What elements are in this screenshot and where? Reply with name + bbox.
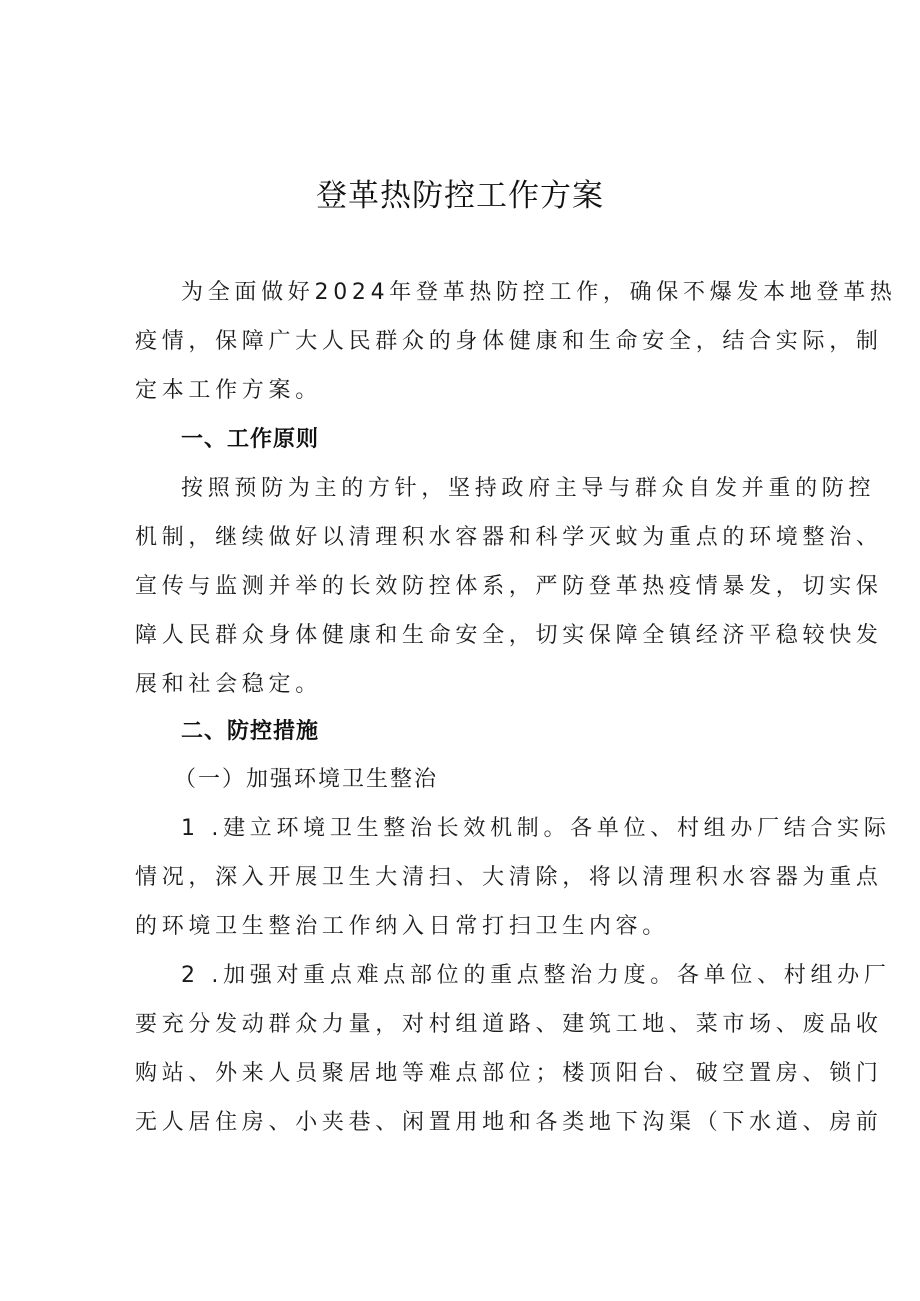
paragraph-line: 2 .加强对重点难点部位的重点整治力度。各单位、村组办厂 [181,963,891,988]
paragraph-line: 要充分发动群众力量，对村组道路、建筑工地、菜市场、废品收 [135,1012,883,1037]
paragraph-line: 按照预防为主的方针，坚持政府主导与群众自发并重的防控 [181,476,876,501]
intro-line: 为全面做好2024年登革热防控工作，确保不爆发本地登革热 [181,280,897,305]
paragraph-line: 宣传与监测并举的长效防控体系，严防登革热疫情暴发，切实保 [135,574,883,599]
paragraph-line: 无人居住房、小夹巷、闲置用地和各类地下沟渠（下水道、房前 [135,1110,883,1135]
section-heading: 一、工作原则 [181,427,320,452]
document-title: 登革热防控工作方案 [316,178,604,214]
paragraph-line: 购站、外来人员聚居地等难点部位；楼顶阳台、破空置房、锁门 [135,1061,883,1086]
paragraph-line: 障人民群众身体健康和生命安全，切实保障全镇经济平稳较快发 [135,623,883,648]
paragraph-line: 机制，继续做好以清理积水容器和科学灭蚊为重点的环境整治、 [135,525,883,550]
intro-line: 疫情，保障广大人民群众的身体健康和生命安全，结合实际，制 [135,329,883,354]
intro-line: 定本工作方案。 [135,378,322,403]
paragraph-line: 的环境卫生整治工作纳入日常打扫卫生内容。 [135,914,670,939]
section-heading: 二、防控措施 [181,719,320,744]
paragraph-line: 情况，深入开展卫生大清扫、大清除，将以清理积水容器为重点 [135,865,883,890]
subsection-heading: （一）加强环境卫生整治 [174,767,439,792]
paragraph-line: 1 .建立环境卫生整治长效机制。各单位、村组办厂结合实际 [181,816,891,841]
paragraph-line: 展和社会稳定。 [135,672,322,697]
